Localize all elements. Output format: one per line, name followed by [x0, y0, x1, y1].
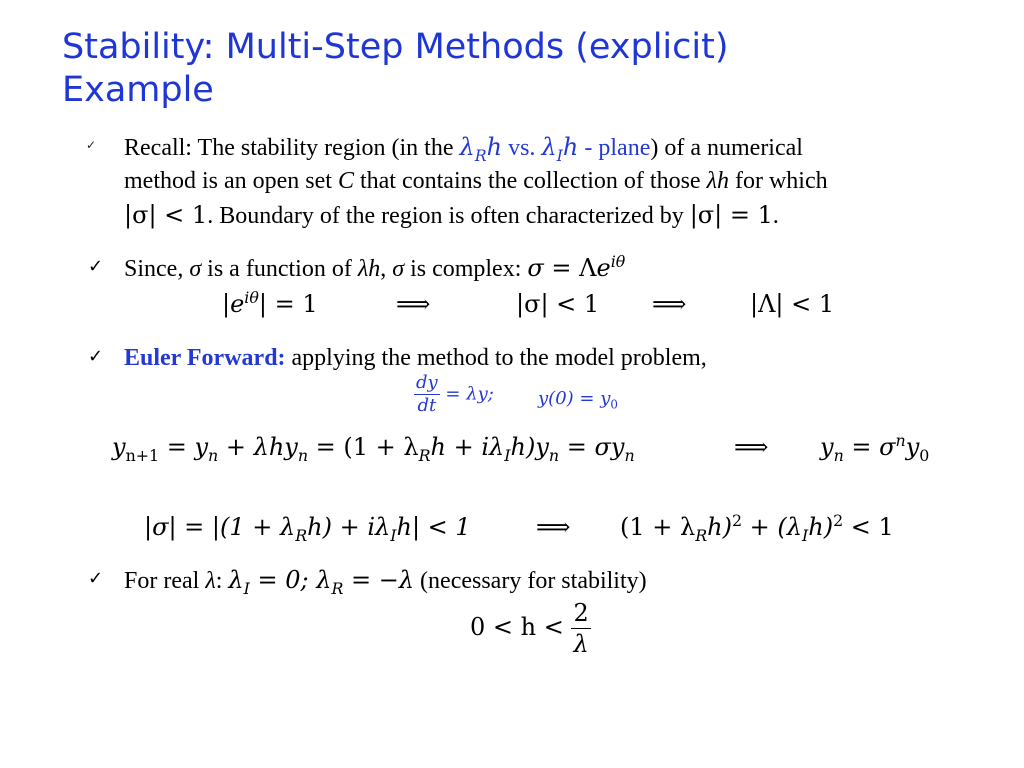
bullet-text: .	[772, 203, 779, 229]
sigma-symbol: σ	[189, 256, 202, 282]
lambda-i-h-math: $\lambda_Ih$	[541, 133, 579, 165]
set-c-symbol: C	[337, 168, 354, 194]
bullet-recall-line-3	[124, 200, 779, 231]
bullet-text: (necessary for stability)	[414, 568, 647, 594]
check-icon: ✓	[88, 256, 104, 277]
sigma-polar-math: $\sigma = \Lambda e^{i\theta}$	[527, 252, 626, 282]
bullet-text: . Boundary of the region is often characterized by	[207, 203, 690, 229]
stability-inequality: $(1 + \lambda_Rh)^2 + (\lambda_Ih)^2 < 1$	[620, 511, 894, 545]
implication-part-1: $|e^{i\theta}| = 1$	[222, 288, 318, 318]
bullet-text: method is an open set	[124, 168, 338, 194]
derivative-fraction: $\frac{dy}{dt}$	[416, 372, 438, 416]
sigma-equals-one-math: |σ| = 1	[689, 201, 773, 229]
slide-title-line-1: Stability: Multi-Step Methods (explicit)	[62, 27, 729, 67]
bullet-text: ,	[380, 256, 393, 282]
implies-arrow: ⟹	[536, 513, 571, 541]
bullet-real-lambda	[124, 565, 647, 596]
euler-update-equation: $y_{n+1} = y_n + \lambda hy_n = (1 + \lambda_Rh + i\lambda_Ih)y_n = \sigma y_n$	[112, 433, 635, 465]
slide-title	[62, 26, 982, 112]
check-icon: ✓	[88, 568, 104, 589]
bullet-text: For real	[124, 568, 206, 594]
euler-solution: $y_n = \sigma^ny_0$	[820, 431, 930, 465]
modulus-condition: $|\sigma| = |(1 + \lambda_Rh) + i\lambda_Ih| < 1$	[144, 513, 471, 545]
bullet-text: is complex:	[404, 256, 528, 282]
bullet-text: Since,	[124, 256, 190, 282]
implication-part-2: |σ| < 1	[516, 290, 600, 318]
implication-part-3: |Λ| < 1	[750, 290, 835, 318]
check-icon: ✓	[88, 346, 104, 367]
bullet-recall-line-1	[124, 132, 803, 163]
implies-arrow: ⟹	[396, 290, 431, 318]
check-icon: ✓	[86, 138, 97, 152]
bullet-text: Recall: The stability region (in the	[124, 135, 460, 161]
plane-text: - plane	[578, 135, 651, 161]
bullet-text: that contains the collection of those	[353, 168, 707, 194]
vs-text: vs.	[502, 135, 542, 161]
bullet-text: :	[215, 568, 229, 594]
step-size-bound: 0 < h < $\frac{2}{\lambda}$	[470, 599, 589, 658]
initial-condition: $y(0) = y_0$	[538, 388, 618, 412]
lambda-symbol: λ	[205, 568, 216, 594]
bullet-text: for which	[728, 168, 828, 194]
lambda-r-h-math: $\lambda_Rh$	[459, 133, 503, 165]
bullet-text: is a function of	[201, 256, 358, 282]
slide-title-line-2: Example	[62, 70, 214, 110]
bullet-since	[124, 253, 625, 284]
euler-forward-label: Euler Forward:	[124, 345, 286, 371]
model-problem: $\frac{dy}{dt}$ = λy;	[416, 372, 494, 416]
lambda-h-symbol: λh	[357, 256, 381, 282]
bullet-recall-line-2	[124, 166, 828, 196]
sigma-symbol: σ	[392, 256, 405, 282]
bullet-euler	[124, 343, 707, 373]
bullet-text: ) of a numerical	[650, 135, 803, 161]
lambda-h-symbol: λh	[706, 168, 729, 194]
real-lambda-math: $\lambda_I = 0$; $\lambda_R = -\lambda$	[228, 566, 415, 598]
implies-arrow: ⟹	[652, 290, 687, 318]
implies-arrow: ⟹	[734, 433, 769, 461]
sigma-less-one-math: |σ| < 1	[124, 201, 208, 229]
two-over-lambda-fraction: $\frac{2}{\lambda}$	[573, 599, 589, 658]
bullet-text: applying the method to the model problem,	[285, 345, 707, 371]
